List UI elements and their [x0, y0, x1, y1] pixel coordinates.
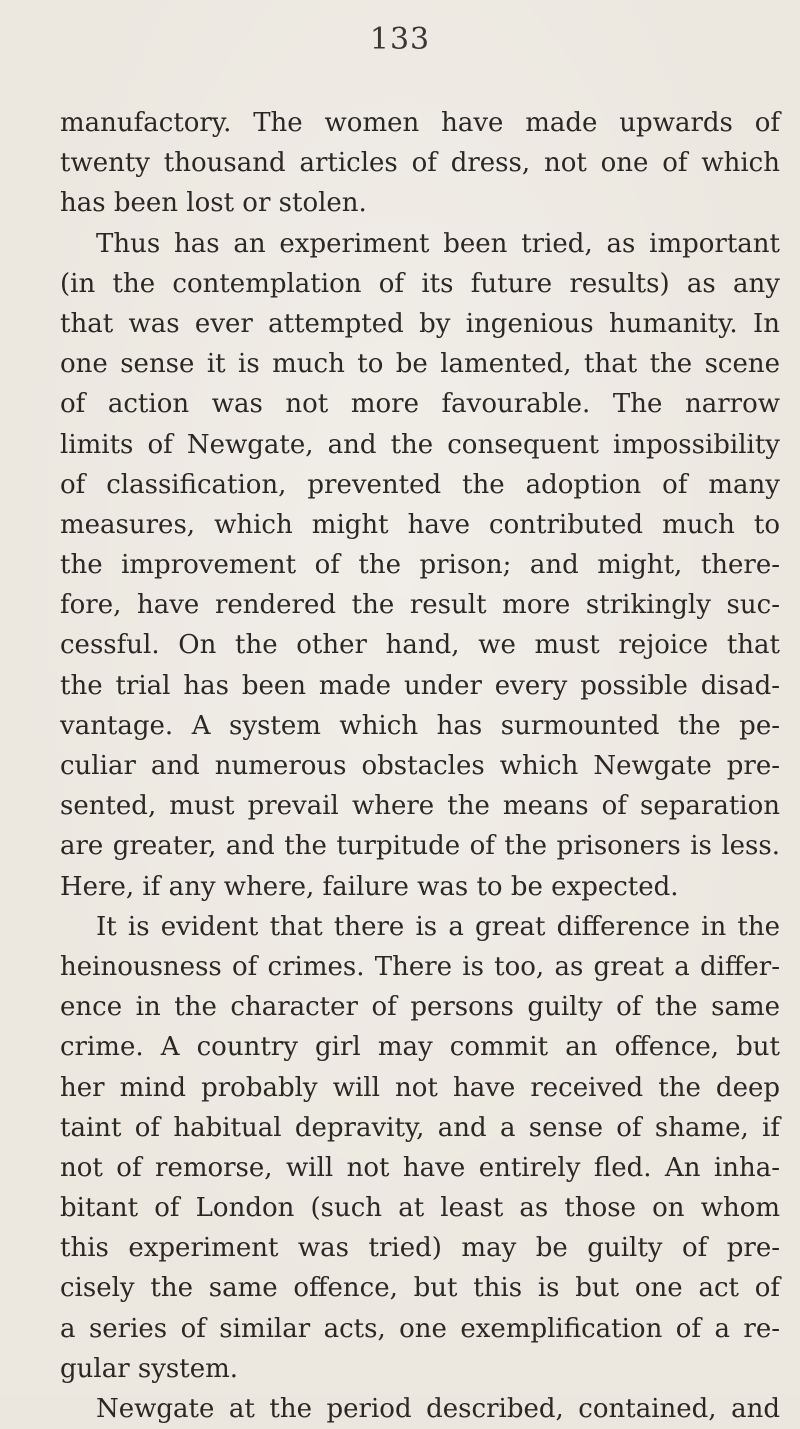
text-line: her mind probably will not have received the deep	[60, 1072, 780, 1103]
text-line: of classification, prevented the adoption of many	[60, 469, 780, 500]
text-line: the improvement of the prison; and might, there-	[60, 550, 780, 581]
text-line: a series of similar acts, one exemplification of a re-	[60, 1313, 780, 1344]
text-line: Newgate at the period described, contained, and	[96, 1394, 780, 1424]
body-text	[60, 103, 780, 1429]
text-line: heinousness of crimes. There is too, as great a differ-	[60, 951, 780, 982]
text-line: cisely the same offence, but this is but one act of	[60, 1273, 780, 1304]
text-line: fore, have rendered the result more strikingly suc-	[60, 590, 780, 621]
text-line: has been lost or stolen.	[60, 188, 367, 219]
text-line: It is evident that there is a great difference in the	[96, 911, 780, 942]
text-line: crime. A country girl may commit an offence, but	[60, 1032, 780, 1063]
text-line: culiar and numerous obstacles which Newgate pre-	[60, 751, 780, 781]
text-line: twenty thousand articles of dress, not one of which	[60, 148, 780, 179]
text-line: of action was not more favourable. The narrow	[60, 389, 780, 420]
text-line: ence in the character of persons guilty of the same	[60, 992, 780, 1023]
text-line: (in the contemplation of its future results) as any	[60, 268, 780, 299]
text-line: the trial has been made under every possible disad-	[60, 670, 780, 701]
text-line: are greater, and the turpitude of the prisoners is less.	[60, 831, 780, 862]
text-line: vantage. A system which has surmounted the pe-	[60, 710, 780, 741]
text-line: sented, must prevail where the means of separation	[60, 791, 780, 822]
text-line: manufactory. The women have made upwards of	[60, 108, 780, 138]
text-line: taint of habitual depravity, and a sense of shame, if	[60, 1112, 780, 1143]
text-line: not of remorse, will not have entirely fled. An inha-	[60, 1152, 780, 1183]
text-line: measures, which might have contributed much to	[60, 509, 780, 540]
page-number: 133	[369, 22, 431, 57]
text-line: Thus has an experiment been tried, as important	[96, 228, 780, 259]
text-line: cessful. On the other hand, we must rejoice that	[60, 630, 780, 661]
text-line: this experiment was tried) may be guilty of pre-	[60, 1233, 780, 1264]
text-line: limits of Newgate, and the consequent impossibility	[60, 429, 780, 460]
text-line: Here, if any where, failure was to be expected.	[60, 871, 679, 902]
text-line: bitant of London (such at least as those on whom	[60, 1193, 780, 1224]
text-line: one sense it is much to be lamented, that the scene	[60, 349, 780, 380]
text-line: that was ever attempted by ingenious humanity. In	[60, 308, 780, 339]
text-line: gular system.	[60, 1353, 239, 1384]
